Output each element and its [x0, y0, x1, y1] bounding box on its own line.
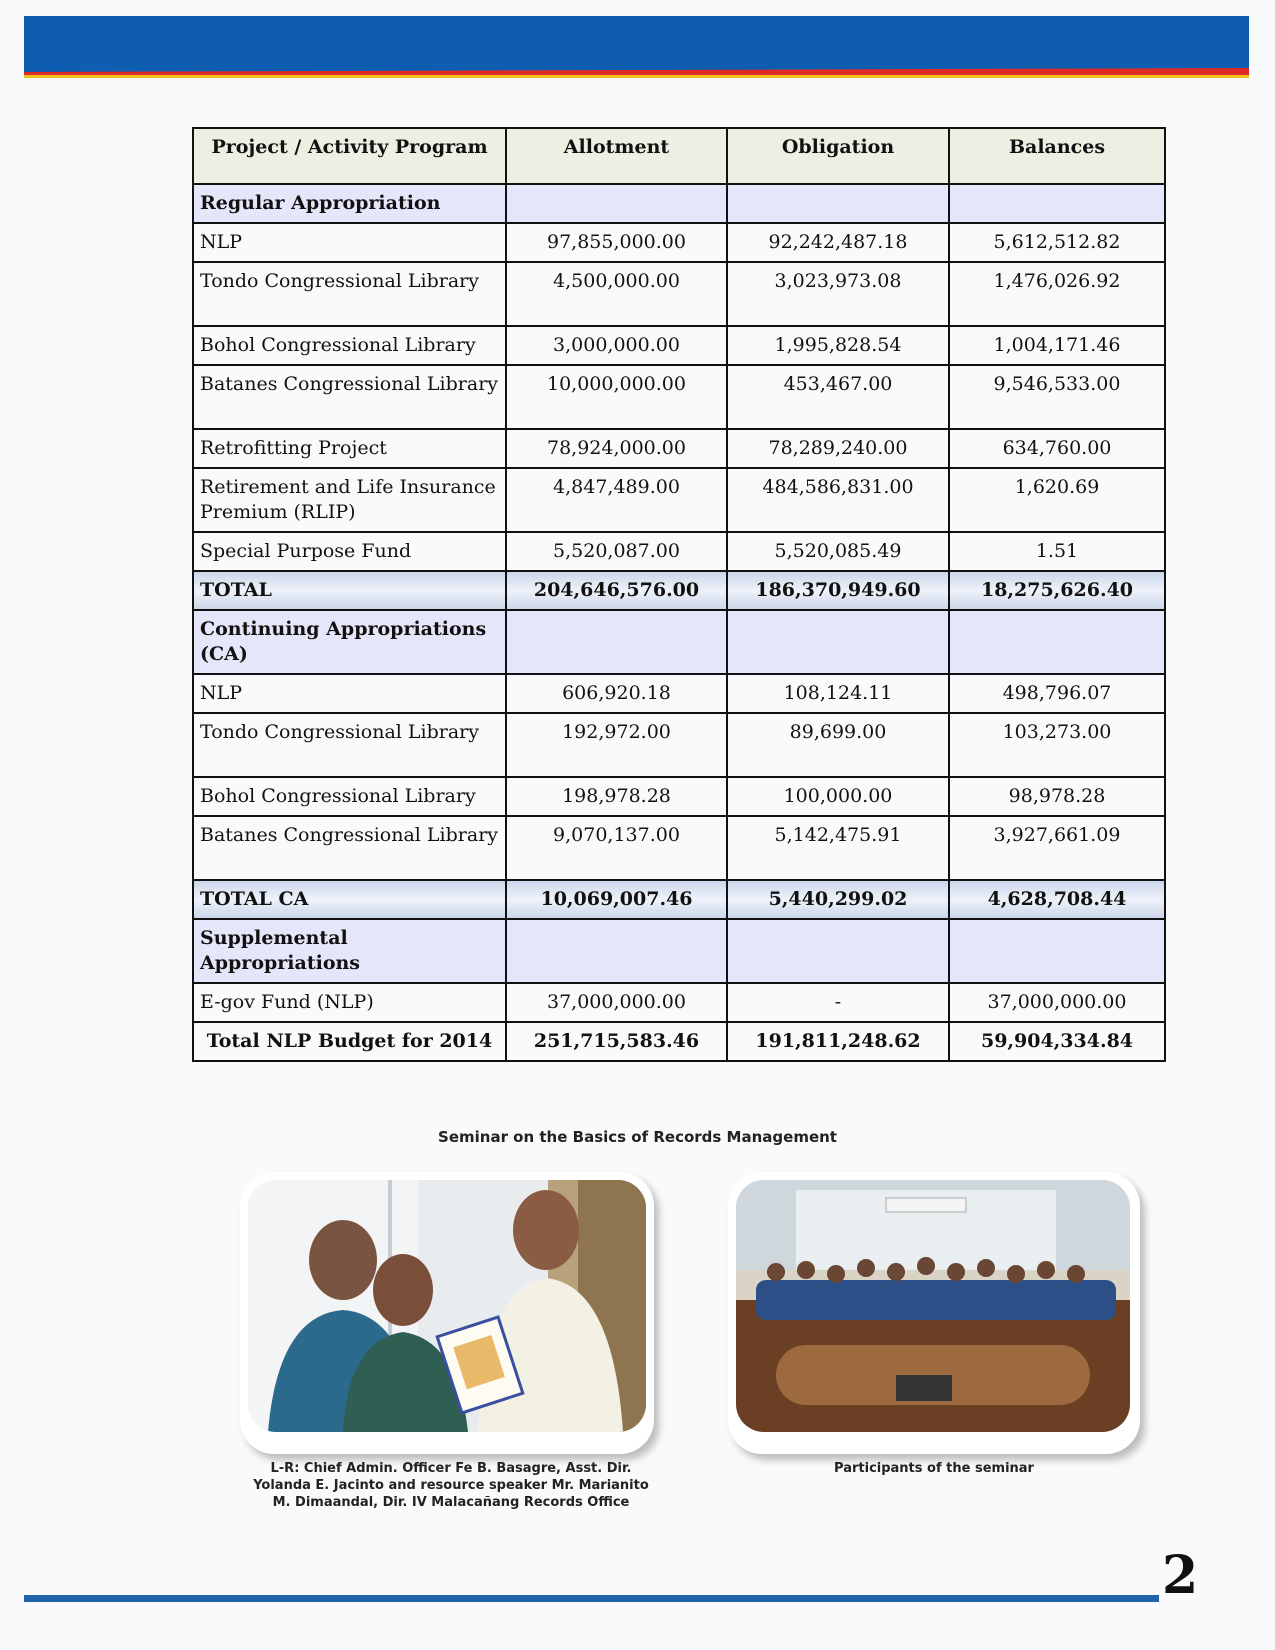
total-obligation: 186,370,949.60 — [727, 571, 949, 610]
seminar-title: Seminar on the Basics of Records Management — [438, 1128, 837, 1146]
table-row — [193, 326, 1165, 365]
obligation-cell: 108,124.11 — [727, 674, 949, 713]
row-label: Tondo Congressional Library — [193, 713, 506, 777]
allotment-cell: 198,978.28 — [506, 777, 727, 816]
allotment-cell: 9,070,137.00 — [506, 816, 727, 880]
balance-cell: 5,612,512.82 — [949, 223, 1165, 262]
allotment-cell: 5,520,087.00 — [506, 532, 727, 571]
photo2-caption: Participants of the seminar — [834, 1461, 1034, 1476]
table-row — [193, 674, 1165, 713]
allotment-cell: 37,000,000.00 — [506, 983, 727, 1022]
balance-cell: 634,760.00 — [949, 429, 1165, 468]
balance-cell: 9,546,533.00 — [949, 365, 1165, 429]
column-header: Obligation — [727, 128, 949, 184]
obligation-cell: 100,000.00 — [727, 777, 949, 816]
balance-cell: 498,796.07 — [949, 674, 1165, 713]
row-label: Bohol Congressional Library — [193, 777, 506, 816]
column-header: Project / Activity Program — [193, 128, 506, 184]
row-label: Retirement and Life Insurance Premium (RLIP) — [193, 468, 506, 532]
grand-total-obligation: 191,811,248.62 — [727, 1022, 949, 1061]
balance-cell: 1,476,026.92 — [949, 262, 1165, 326]
footer-rule — [24, 1595, 1159, 1602]
row-label: E-gov Fund (NLP) — [193, 983, 506, 1022]
balance-cell: 98,978.28 — [949, 777, 1165, 816]
column-header: Allotment — [506, 128, 727, 184]
balance-cell: 37,000,000.00 — [949, 983, 1165, 1022]
table-row — [193, 713, 1165, 777]
allotment-cell: 192,972.00 — [506, 713, 727, 777]
table-row — [193, 223, 1165, 262]
section-row-continuing — [193, 610, 1165, 674]
row-label: Bohol Congressional Library — [193, 326, 506, 365]
obligation-cell: 5,520,085.49 — [727, 532, 949, 571]
table-row — [193, 262, 1165, 326]
seminar-photo-participants — [736, 1180, 1130, 1432]
obligation-cell: 453,467.00 — [727, 365, 949, 429]
section-title: Continuing Appropriations (CA) — [193, 610, 506, 674]
allotment-cell: 10,000,000.00 — [506, 365, 727, 429]
balance-cell: 1,004,171.46 — [949, 326, 1165, 365]
total-balance: 18,275,626.40 — [949, 571, 1165, 610]
allotment-cell: 4,500,000.00 — [506, 262, 727, 326]
header-band — [24, 16, 1249, 78]
total-balance: 4,628,708.44 — [949, 880, 1165, 919]
allotment-cell: 606,920.18 — [506, 674, 727, 713]
row-label: NLP — [193, 223, 506, 262]
photo1-caption — [226, 1460, 676, 1511]
obligation-cell: 1,995,828.54 — [727, 326, 949, 365]
table-row — [193, 983, 1165, 1022]
allotment-cell: 97,855,000.00 — [506, 223, 727, 262]
grand-total-label: Total NLP Budget for 2014 — [193, 1022, 506, 1061]
total-allotment: 10,069,007.46 — [506, 880, 727, 919]
seminar-photo-certificate — [248, 1180, 646, 1432]
caption-line: L-R: Chief Admin. Officer Fe B. Basagre, Asst. Dir. — [270, 1461, 632, 1476]
budget-table — [192, 127, 1166, 1062]
table-header-row — [193, 128, 1165, 184]
row-label: Batanes Congressional Library — [193, 365, 506, 429]
total-label: TOTAL CA — [193, 880, 506, 919]
obligation-cell: 484,586,831.00 — [727, 468, 949, 532]
total-allotment: 204,646,576.00 — [506, 571, 727, 610]
total-obligation: 5,440,299.02 — [727, 880, 949, 919]
section-title: Supplemental Appropriations — [193, 919, 506, 983]
grand-total-allotment: 251,715,583.46 — [506, 1022, 727, 1061]
table-row — [193, 532, 1165, 571]
obligation-cell: 89,699.00 — [727, 713, 949, 777]
row-label: NLP — [193, 674, 506, 713]
row-label: Batanes Congressional Library — [193, 816, 506, 880]
table-row — [193, 429, 1165, 468]
balance-cell: 3,927,661.09 — [949, 816, 1165, 880]
caption-line: M. Dimaandal, Dir. IV Malacañang Records Office — [272, 1495, 630, 1510]
allotment-cell: 4,847,489.00 — [506, 468, 727, 532]
section-title: Regular Appropriation — [193, 184, 506, 223]
allotment-cell: 78,924,000.00 — [506, 429, 727, 468]
total-label: TOTAL — [193, 571, 506, 610]
caption-line: Yolanda E. Jacinto and resource speaker Mr. Marianito — [253, 1478, 649, 1493]
row-label: Special Purpose Fund — [193, 532, 506, 571]
grand-total-row — [193, 1022, 1165, 1061]
table-row — [193, 777, 1165, 816]
column-header: Balances — [949, 128, 1165, 184]
row-label: Retrofitting Project — [193, 429, 506, 468]
table-row — [193, 365, 1165, 429]
row-label: Tondo Congressional Library — [193, 262, 506, 326]
header-yellow-stripe — [24, 75, 1249, 78]
obligation-cell: - — [727, 983, 949, 1022]
allotment-cell: 3,000,000.00 — [506, 326, 727, 365]
page-number: 2 — [1162, 1545, 1199, 1606]
obligation-cell: 78,289,240.00 — [727, 429, 949, 468]
balance-cell: 1.51 — [949, 532, 1165, 571]
obligation-cell: 5,142,475.91 — [727, 816, 949, 880]
table-row — [193, 468, 1165, 532]
obligation-cell: 92,242,487.18 — [727, 223, 949, 262]
total-row — [193, 571, 1165, 610]
section-row-regular — [193, 184, 1165, 223]
balance-cell: 1,620.69 — [949, 468, 1165, 532]
total-row — [193, 880, 1165, 919]
grand-total-balance: 59,904,334.84 — [949, 1022, 1165, 1061]
balance-cell: 103,273.00 — [949, 713, 1165, 777]
table-row — [193, 816, 1165, 880]
obligation-cell: 3,023,973.08 — [727, 262, 949, 326]
section-row-supplemental — [193, 919, 1165, 983]
